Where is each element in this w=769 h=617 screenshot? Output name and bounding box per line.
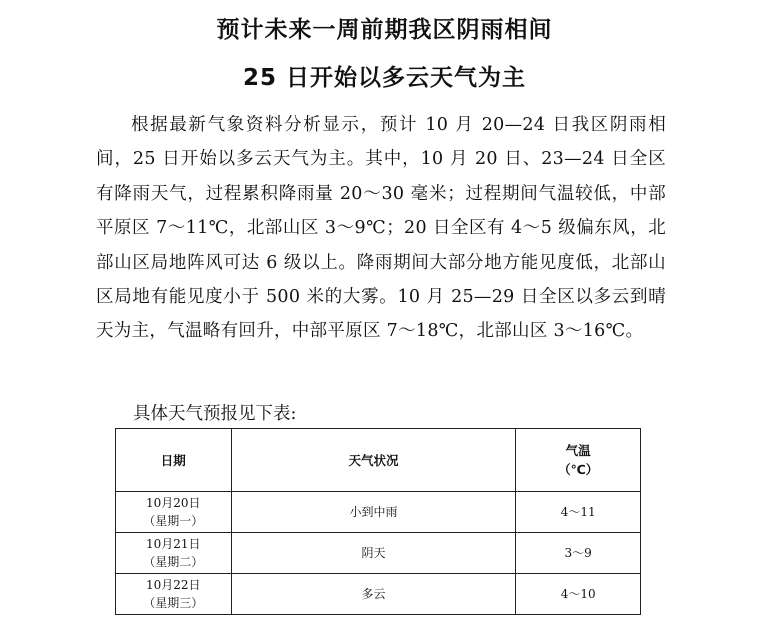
weekday-text: （星期三）: [143, 596, 204, 610]
date-text: 10月20日: [146, 496, 201, 510]
cell-temp: 3～9: [516, 533, 641, 574]
header-date: 日期: [116, 429, 232, 492]
table-row: [116, 533, 641, 574]
weekday-text: （星期一）: [143, 514, 204, 528]
cell-temp: 4～11: [516, 492, 641, 533]
header-temp: [516, 429, 641, 492]
date-text: 10月21日: [146, 537, 201, 551]
cell-weather: 小到中雨: [231, 492, 516, 533]
cell-weather: 多云: [231, 574, 516, 615]
date-text: 10月22日: [146, 578, 201, 592]
cell-temp: 4～10: [516, 574, 641, 615]
header-temp-label: 气温: [565, 443, 591, 458]
table-row: [116, 574, 641, 615]
title-line-1: 预计未来一周前期我区阴雨相间: [216, 17, 553, 43]
cell-weather: 阴天: [231, 533, 516, 574]
header-temp-unit: （℃）: [558, 462, 599, 477]
weekday-text: （星期二）: [143, 555, 204, 569]
cell-date: [116, 533, 232, 574]
body-paragraph: 根据最新气象资料分析显示，预计 10 月 20—24 日我区阴雨相间，25 日开始以多云天气为主。其中，10 月 20 日、23—24 日全区有降雨天气，过程累积降雨量 20～30 毫米；过程期间气温较低，中部平原区 7～11℃，北部山区 3～9℃；20 日全区有 4～5 级偏东风，北部山区局地阵风可达 6 级以上。降雨期间大部分地方能见度低，北部山区局地有能见度小于 500 米的大雾。10 月 25—29 日全区以多云到晴天为主，气温略有回升，中部平原区 7～18℃，北部山区 3～16℃。: [96, 115, 666, 342]
table-intro: 具体天气预报见下表:: [133, 404, 297, 424]
cell-date: [116, 574, 232, 615]
forecast-table: [115, 428, 641, 615]
table-header-row: [116, 429, 641, 492]
table-row: [116, 492, 641, 533]
header-weather: 天气状况: [231, 429, 516, 492]
cell-date: [116, 492, 232, 533]
title-line-2: 25 日开始以多云天气为主: [242, 65, 526, 91]
